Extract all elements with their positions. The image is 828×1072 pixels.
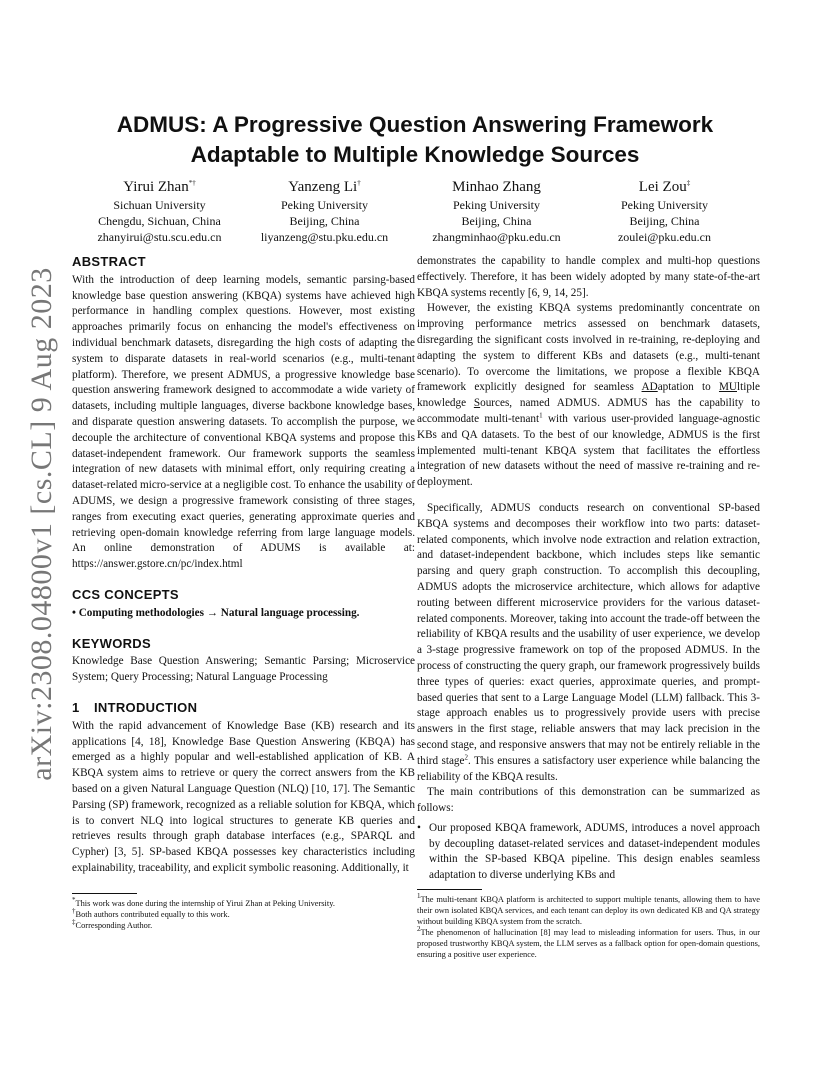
footnote: *This work was done during the internship of Yirui Zhan at Peking University. — [72, 896, 335, 908]
author-email: zhangminhao@pku.edu.cn — [432, 230, 561, 244]
author-4 — [577, 177, 752, 245]
bullet-dot-icon: • — [417, 821, 421, 834]
abstract-text: With the introduction of deep learning models, semantic parsing-based knowledge base question answering (KBQA) systems have achieved high performance in handling complex questions. However, most existing approaches primarily focus on enhancing the model's effectiveness on individual benchmark datasets, disregarding the high costs of adapting the system to disparate datasets in real-world scenarios (e.g., multi-tenant platform). Therefore, we present ADMUS, a progressive knowledge base question answering framework designed to accommodate a wide variety of datasets, including multiple languages, diverse backbone knowledge bases, and disparate question answering datasets. To accomplish the purpose, we decouple the architecture of conventional KBQA systems and propose this dataset-independent framework. Our framework supports the seamless integration of new datasets with minimal effort, only requiring creating a dataset-related micro-service at a negligible cost. To enhance the usability of ADUMS, we design a progressive framework consisting of three stages, ranges from executing exact queries, generating approximate queries and retrieving open-domain knowledge referring from large language models. An online demonstration of ADUMS is available at: https://answer.gstore.cn/pc/index.html — [72, 273, 415, 571]
author-affiliation: Peking University — [453, 198, 540, 212]
intro-heading — [72, 700, 415, 716]
footnote: $^1$The multi-tenant KBQA platform is architected to support multiple tenants, allowing them to have their own isolated KBQA services, and each tenant can deploy its own dedicated KB and QA strategy without building KBQA system from the scratch. — [417, 892, 760, 926]
footnote-rule — [417, 889, 482, 890]
left-column — [72, 254, 415, 877]
author-affiliation: Peking University — [281, 198, 368, 212]
abstract-heading: ABSTRACT — [72, 254, 146, 269]
footnote-ref: 2 — [464, 752, 468, 761]
footnotes-right — [417, 889, 760, 960]
title-line-1: ADMUS: A Progressive Question Answering Framework — [116, 112, 714, 137]
footnote: $^2$The phenomenon of hallucination [8] may lead to misleading information for users. Thus, in our proposed trustworthy KBQA system, the LLM serves as a fallback option for open-domain questions, ensuring a positive user experience. — [417, 925, 760, 959]
author-mark: *† — [188, 179, 196, 187]
right-paragraph-2: However, the existing KBQA systems predominantly concentrate on improving performance metrics assessed on benchmark datasets, disregarding the significant costs involved in re-training, re-deploying and adapting the system to different KBs and datasets (e.g., multi-tenant scenario). To overcome the limitations, we propose a flexible KBQA framework explicitly designed for seamless ADaptation to MUltiple knowledge Sources, named ADMUS. ADMUS has the capability to accommodate multi-tenant$^1$ with various user-provided language-agnostic KBs and QA datasets. To the best of our knowledge, ADMUS is the first implemented multi-tenant KBQA system that facilitates the effortless integration of new datasets without the need of massive re-training and re-deployment. — [417, 302, 760, 489]
paper-title — [70, 110, 760, 170]
author-name: Lei Zou — [638, 179, 687, 195]
author-location: Beijing, China — [629, 214, 700, 228]
author-location: Beijing, China — [289, 214, 360, 228]
author-block — [72, 177, 752, 247]
footnote: ‡Corresponding Author. — [72, 918, 153, 930]
author-affiliation: Sichuan University — [113, 198, 206, 212]
contribution-bullet: • Our proposed KBQA framework, ADUMS, introduces a novel approach by decoupling dataset-related services and dataset-independent modules within the SP-based KBQA pipeline. This design enables seamless adaptation to diverse underlying KBs and — [417, 821, 760, 884]
intro-paragraph: With the rapid advancement of Knowledge Base (KB) research and its applications [4, 18], Knowledge Base Question Answering (KBQA) has emerged as a highly popular and well-established application of KB. A KBQA system aims to retrieve or query the correct answers from the KB based on a given Natural Language Question (NLQ) [10, 17]. The Semantic Parsing (SP) framework, recognized as a reliable solution for KBQA, which is to convert NLQ into logical structures to generate KB queries and retrieves results through graph database interfaces (e.g., SPARQL and Cypher) [3, 5]. SP-based KBQA possesses key characteristics including explainability, traceability, and explicit symbolic reasoning. Additionally, it — [72, 719, 415, 874]
section-title: INTRODUCTION — [94, 699, 198, 715]
footnote-rule — [72, 893, 137, 894]
author-location: Chengdu, Sichuan, China — [98, 214, 221, 228]
author-2 — [237, 177, 412, 245]
right-column — [417, 254, 760, 884]
author-location: Beijing, China — [461, 214, 532, 228]
author-email: zhanyirui@stu.scu.edu.cn — [97, 230, 222, 244]
author-email: zoulei@pku.edu.cn — [617, 230, 712, 244]
footnote-ref: 1 — [539, 411, 543, 420]
footnotes-left — [72, 893, 415, 931]
author-mark: ‡ — [686, 179, 691, 187]
right-paragraph-1: demonstrates the capability to handle complex and multi-hop questions effectively. Therefore, it has been widely adopted by many state-of-the-art KBQA systems recently [6, 9, 14, 25]. — [417, 255, 760, 299]
author-name: Minhao Zhang — [452, 179, 541, 195]
right-paragraph-4: The main contributions of this demonstration can be summarized as follows: — [417, 786, 760, 815]
author-name: Yirui Zhan — [123, 179, 189, 195]
section-number: 1 — [72, 699, 80, 715]
arxiv-sidebar-stamp: arXiv:2308.04800v1 [cs.CL] 9 Aug 2023 — [25, 267, 58, 781]
author-email: liyanzeng@stu.pku.edu.cn — [260, 230, 389, 244]
keywords-heading: KEYWORDS — [72, 635, 151, 651]
ccs-text: • Computing methodologies → Natural language processing. — [72, 606, 360, 619]
footnote: †Both authors contributed equally to this work. — [72, 907, 230, 919]
right-paragraph-3: Specifically, ADMUS conducts research on conventional SP-based KBQA systems and decomposes their workflow into two parts: dataset-related components, which involve node extraction and relation extraction, and dataset-independent backbone, which includes steps like semantic parsing and query graph construction. To accomplish this decoupling, ADMUS adopts the microservice architecture, which allows for adaptive routing between different microservice providers for the various dataset-related components. Moreover, taking into account the trade-off between the reliability of KBQA results and the usability of user experience, we develop a 3-stage progressive framework on top of the proposed ADMUS. In the process of constructing the query graph, our framework progressively builds three types of queries: exact queries, approximate queries, and prompt-based queries that sent to a Large Language Model (LLM) fallback. This 3-stage approach enables us to progressively provide users with precise answers in the first stage, reliable answers that may lack precision in the second stage, and responsive answers that may not be entirely reliable in the third stage$^2$. This ensures a satisfactory user experience while balancing the reliability of the KBQA results. — [417, 501, 760, 783]
ccs-heading: CCS CONCEPTS — [72, 586, 179, 602]
author-name: Yanzeng Li — [288, 179, 358, 195]
author-3 — [409, 177, 584, 245]
author-mark: † — [357, 179, 361, 187]
author-1 — [72, 177, 247, 245]
title-line-2: Adaptable to Multiple Knowledge Sources — [190, 142, 640, 167]
author-affiliation: Peking University — [621, 198, 708, 212]
keywords-text: Knowledge Base Question Answering; Semantic Parsing; Microservice System; Query Processing; Natural Language Processing — [72, 655, 415, 684]
